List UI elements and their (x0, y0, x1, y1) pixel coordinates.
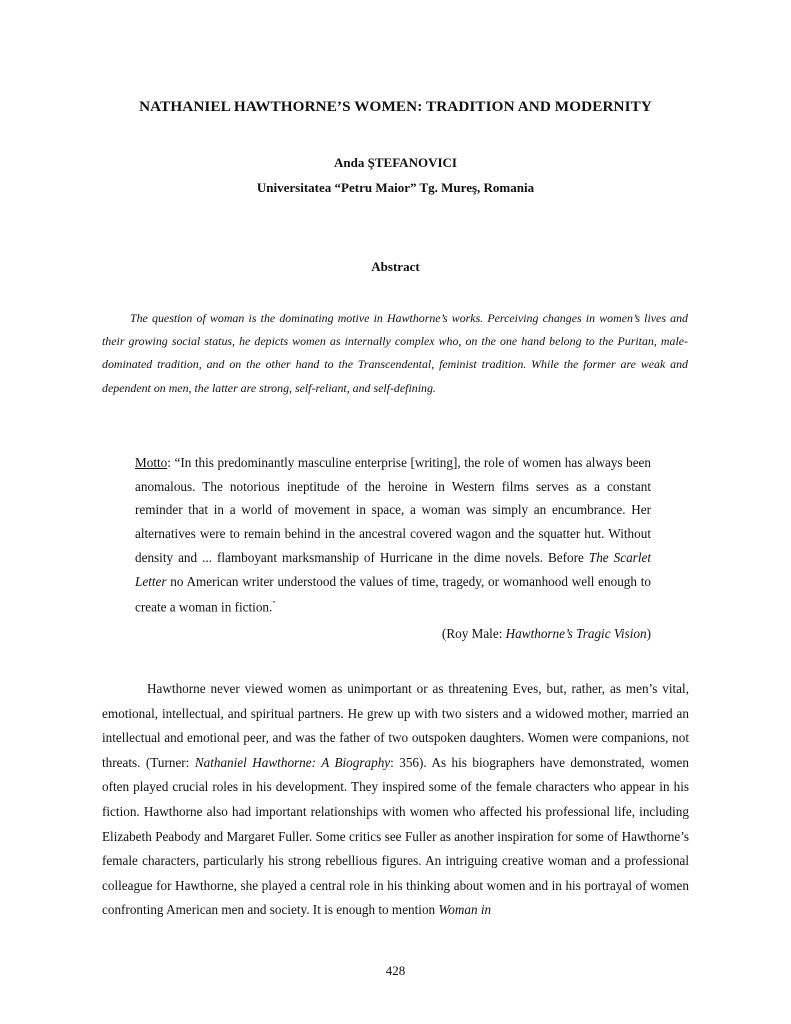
body-trailing-title: Woman in (438, 902, 492, 918)
motto-close-quote: ” (272, 600, 276, 609)
motto-text-b: no American writer understood the values of time, tragedy, or womanhood well enough to create a woman in fiction. (135, 573, 651, 615)
abstract-text: The question of woman is the dominating motive in Hawthorne’s works. Perceiving changes in women’s lives and their growing social status, he depicts women as internally complex who, on the one hand belong to the Puritan, male-dominated tradition, and on the other hand to the Transcendental, feminist tradition. While the former are weak and dependent on men, the latter are strong, self-reliant, and self-defining. (102, 311, 688, 395)
paper-title: NATHANIEL HAWTHORNE’S WOMEN: TRADITION AND MODERNITY (139, 98, 652, 115)
motto-source-title: Hawthorne’s Tragic Vision (505, 626, 647, 641)
page-number: 428 (385, 963, 406, 978)
abstract-heading: Abstract (371, 259, 420, 274)
body-part-1: Hawthorne never viewed women as unimportant or as threatening Eves, but, rather, as men’s vital, emotional, intellectual, and spiritual partners. He grew up with two sisters and a widowed mother, married an intellectual and emotional peer, and was the father of two outspoken daughters. Women were companions, not threats. (Turner: (102, 681, 689, 770)
body-paragraph (102, 677, 689, 923)
body-book-title: Nathaniel Hawthorne: A Biography (194, 754, 391, 770)
motto-source-close: ) (646, 626, 651, 641)
motto-quote (135, 451, 651, 619)
motto-source-open: (Roy Male: (441, 626, 506, 641)
author-affiliation: Universitatea “Petru Maior” Tg. Mureş, Romania (256, 180, 535, 195)
motto-book-title: The Scarlet Letter (135, 549, 651, 589)
author-name: Anda ŞTEFANOVICI (334, 155, 457, 170)
body-part-2: : 356). As his biographers have demonstrated, women often played crucial roles in his development. They inspired some of the female characters who appear in his fiction. Hawthorne also had important relationships with women who affected his professional life, including Elizabeth Peabody and Margaret Fuller. Some critics see Fuller as another inspiration for some of Hawthorne’s female characters, particularly his strong rebellious figures. An intriguing creative woman and a professional colleague for Hawthorne, she played a central role in his thinking about women and in his portrayal of women confronting American men and society. It is enough to mention (102, 754, 689, 918)
motto-source (442, 626, 651, 642)
motto-text-a: : “In this predominantly masculine enterprise [writing], the role of women has always been anomalous. The notorious ineptitude of the heroine in Western films serves as a constant reminder that in a world of movement in space, a woman was simply an encumbrance. Her alternatives were to remain behind in the ancestral covered wagon and the squatter hut. Without density and ... flamboyant marksmanship of Hurricane in the dime novels. Before (135, 455, 651, 565)
motto-label: Motto (135, 455, 168, 470)
